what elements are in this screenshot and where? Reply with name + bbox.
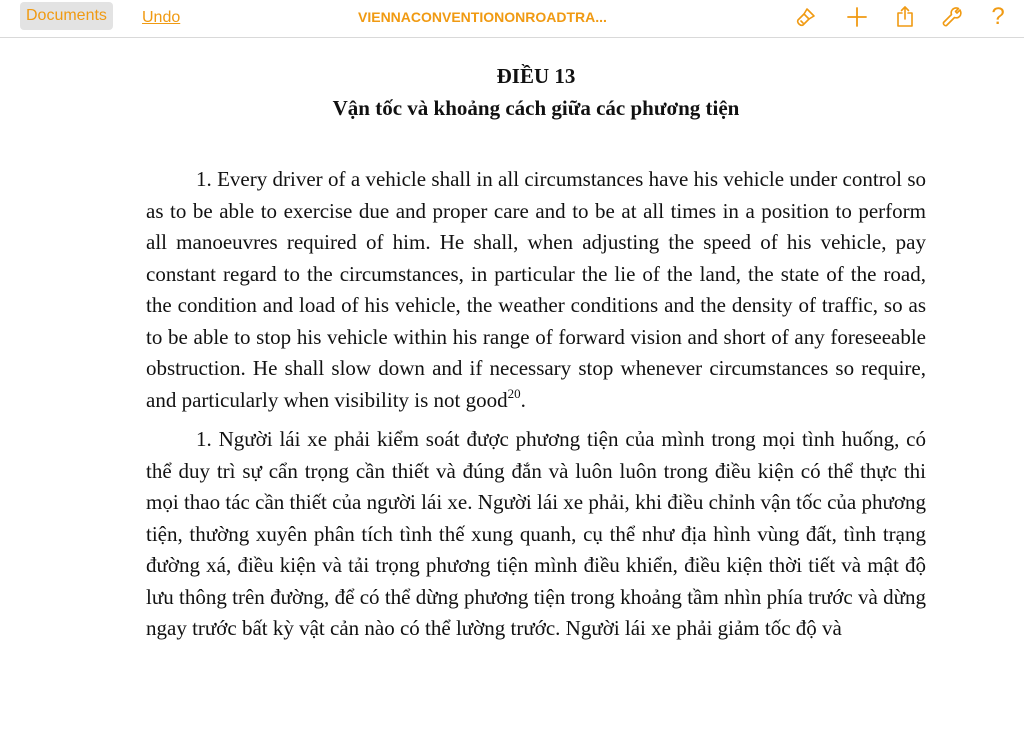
top-toolbar <box>0 0 1024 38</box>
article-heading: ĐIỀU 13 <box>496 64 576 88</box>
document-page <box>146 60 926 645</box>
paragraph-vietnamese: 1. Người lái xe phải kiểm soát được phương tiện của mình trong mọi tình huống, có thể duy trì sự cẩn trọng cần thiết và đúng đắn và luôn luôn trong điều kiện có thể thực thi mọi thao tác cần thiết của người lái xe. Người lái xe phải, khi điều chỉnh vận tốc của phương tiện, thường xuyên phân tích tình thế xung quanh, cụ thể như địa hình vùng đất, tình trạng đường xá, điều kiện và tải trọng phương tiện mình điều khiển, điều kiện thời tiết và mật độ lưu thông trên đường, để có thể dừng phương tiện trong khoảng tầm nhìn phía trước và dừng ngay trước bất kỳ vật cản nào có thể lường trước. Người lái xe phải giảm tốc độ và <box>146 427 926 640</box>
article-subtitle: Vận tốc và khoảng cách giữa các phương tiện <box>332 96 740 120</box>
plus-icon[interactable] <box>843 3 871 31</box>
paragraph-english <box>146 164 926 416</box>
paragraph-english-end: . <box>520 387 526 412</box>
brush-icon[interactable] <box>792 3 820 31</box>
wrench-icon[interactable] <box>938 3 966 31</box>
help-icon[interactable]: ? <box>991 3 1005 30</box>
share-icon[interactable] <box>891 3 919 31</box>
documents-button[interactable]: Documents <box>20 2 113 30</box>
undo-button[interactable]: Undo <box>142 9 181 26</box>
footnote-reference[interactable]: 20 <box>507 385 521 401</box>
paragraph-english-text: 1. Every driver of a vehicle shall in all circumstances have his vehicle under control so as to be able to exercise due and proper care and to be at all times in a position to perform all manoeuvres required of him. He shall, when adjusting the speed of his vehicle, pay constant regard to the circumstances, in particular the lie of the land, the state of the road, the condition and load of his vehicle, the weather conditions and the density of traffic, so as to be able to stop his vehicle within his range of forward vision and short of any foreseeable obstruction. He shall slow down and if necessary stop whenever circumstances so require, and particularly when visibility is not good <box>146 167 926 412</box>
document-title[interactable]: VIENNACONVENTIONONROADTRA... <box>358 9 607 25</box>
